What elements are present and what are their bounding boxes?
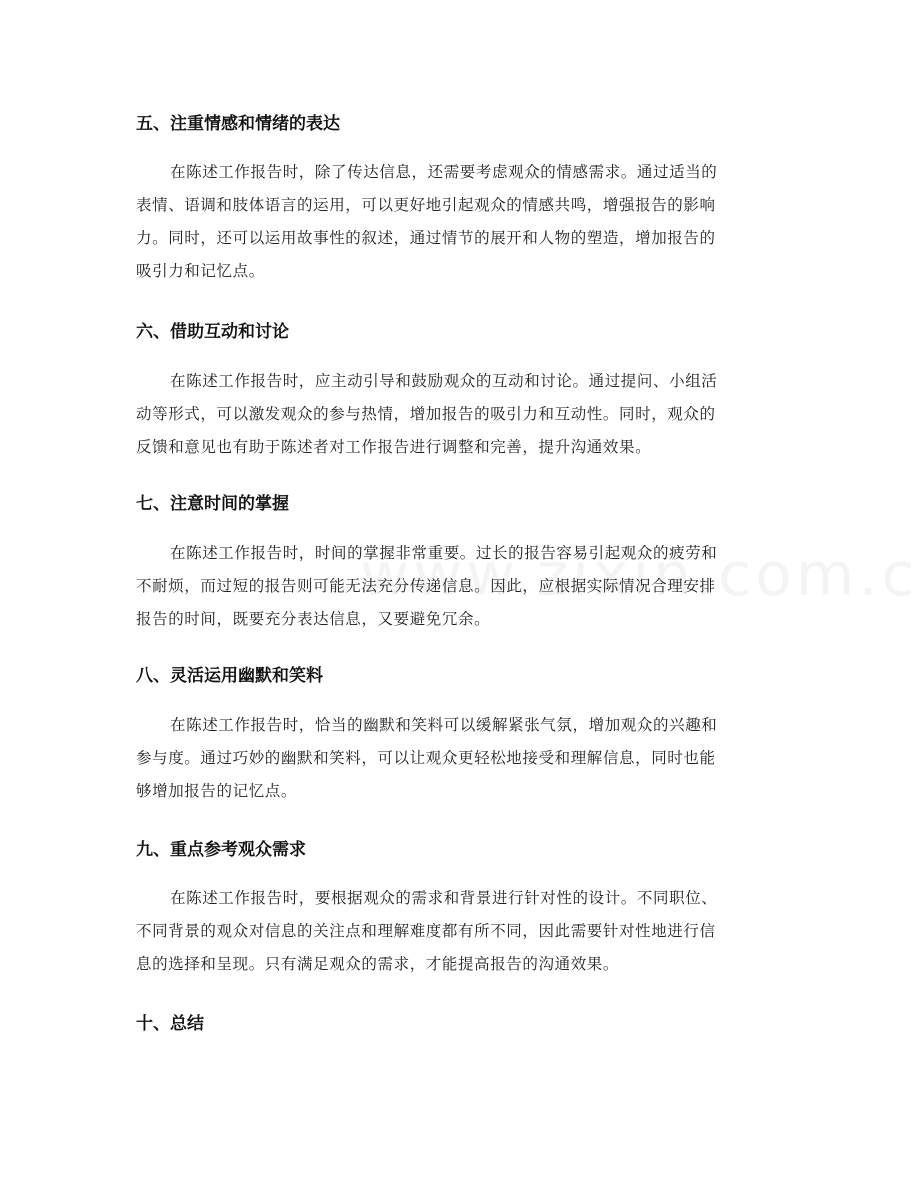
paragraph-line: 表情、语调和肢体语言的运用，可以更好地引起观众的情感共鸣，增强报告的影响 <box>136 196 716 214</box>
section-paragraph-9 <box>136 882 786 981</box>
paragraph-line: 不同背景的观众对信息的关注点和理解难度都有所不同，因此需要针对性地进行信 <box>136 922 716 940</box>
section-paragraph-5 <box>136 156 786 288</box>
paragraph-line: 在陈述工作报告时，要根据观众的需求和背景进行针对性的设计。不同职位、 <box>170 889 718 907</box>
paragraph-line: 在陈述工作报告时，恰当的幽默和笑料可以缓解紧张气氛，增加观众的兴趣和 <box>170 716 718 734</box>
paragraph-line: 力。同时，还可以运用故事性的叙述，通过情节的展开和人物的塑造，增加报告的 <box>136 229 716 247</box>
section-paragraph-6 <box>136 365 786 464</box>
paragraph-line: 吸引力和记忆点。 <box>136 262 265 280</box>
section-heading-7: 七、注意时间的掌握 <box>136 494 289 514</box>
paragraph-line: 反馈和意见也有助于陈述者对工作报告进行调整和完善，提升沟通效果。 <box>136 438 652 456</box>
section-paragraph-8 <box>136 709 786 808</box>
paragraph-line: 报告的时间，既要充分表达信息，又要避免冗余。 <box>136 610 491 628</box>
paragraph-line: 在陈述工作报告时，除了传达信息，还需要考虑观众的情感需求。通过适当的 <box>170 163 718 181</box>
paragraph-line: 在陈述工作报告时，时间的掌握非常重要。过长的报告容易引起观众的疲劳和 <box>170 544 718 562</box>
section-heading-10: 十、总结 <box>136 1014 204 1034</box>
paragraph-line: 够增加报告的记忆点。 <box>136 782 298 800</box>
paragraph-line: 不耐烦，而过短的报告则可能无法充分传递信息。因此，应根据实际情况合理安排 <box>136 577 716 595</box>
paragraph-line: 在陈述工作报告时，应主动引导和鼓励观众的互动和讨论。通过提问、小组活 <box>170 372 718 390</box>
paragraph-line: 动等形式，可以激发观众的参与热情，增加报告的吸引力和互动性。同时，观众的 <box>136 405 716 423</box>
section-heading-9: 九、重点参考观众需求 <box>136 840 306 860</box>
section-heading-5: 五、注重情感和情绪的表达 <box>136 114 340 134</box>
paragraph-line: 息的选择和呈现。只有满足观众的需求，才能提高报告的沟通效果。 <box>136 955 620 973</box>
section-heading-8: 八、灵活运用幽默和笑料 <box>136 666 323 686</box>
watermark <box>360 540 920 610</box>
section-heading-6: 六、借助互动和讨论 <box>136 322 289 342</box>
paragraph-line: 参与度。通过巧妙的幽默和笑料，可以让观众更轻松地接受和理解信息，同时也能 <box>136 749 716 767</box>
